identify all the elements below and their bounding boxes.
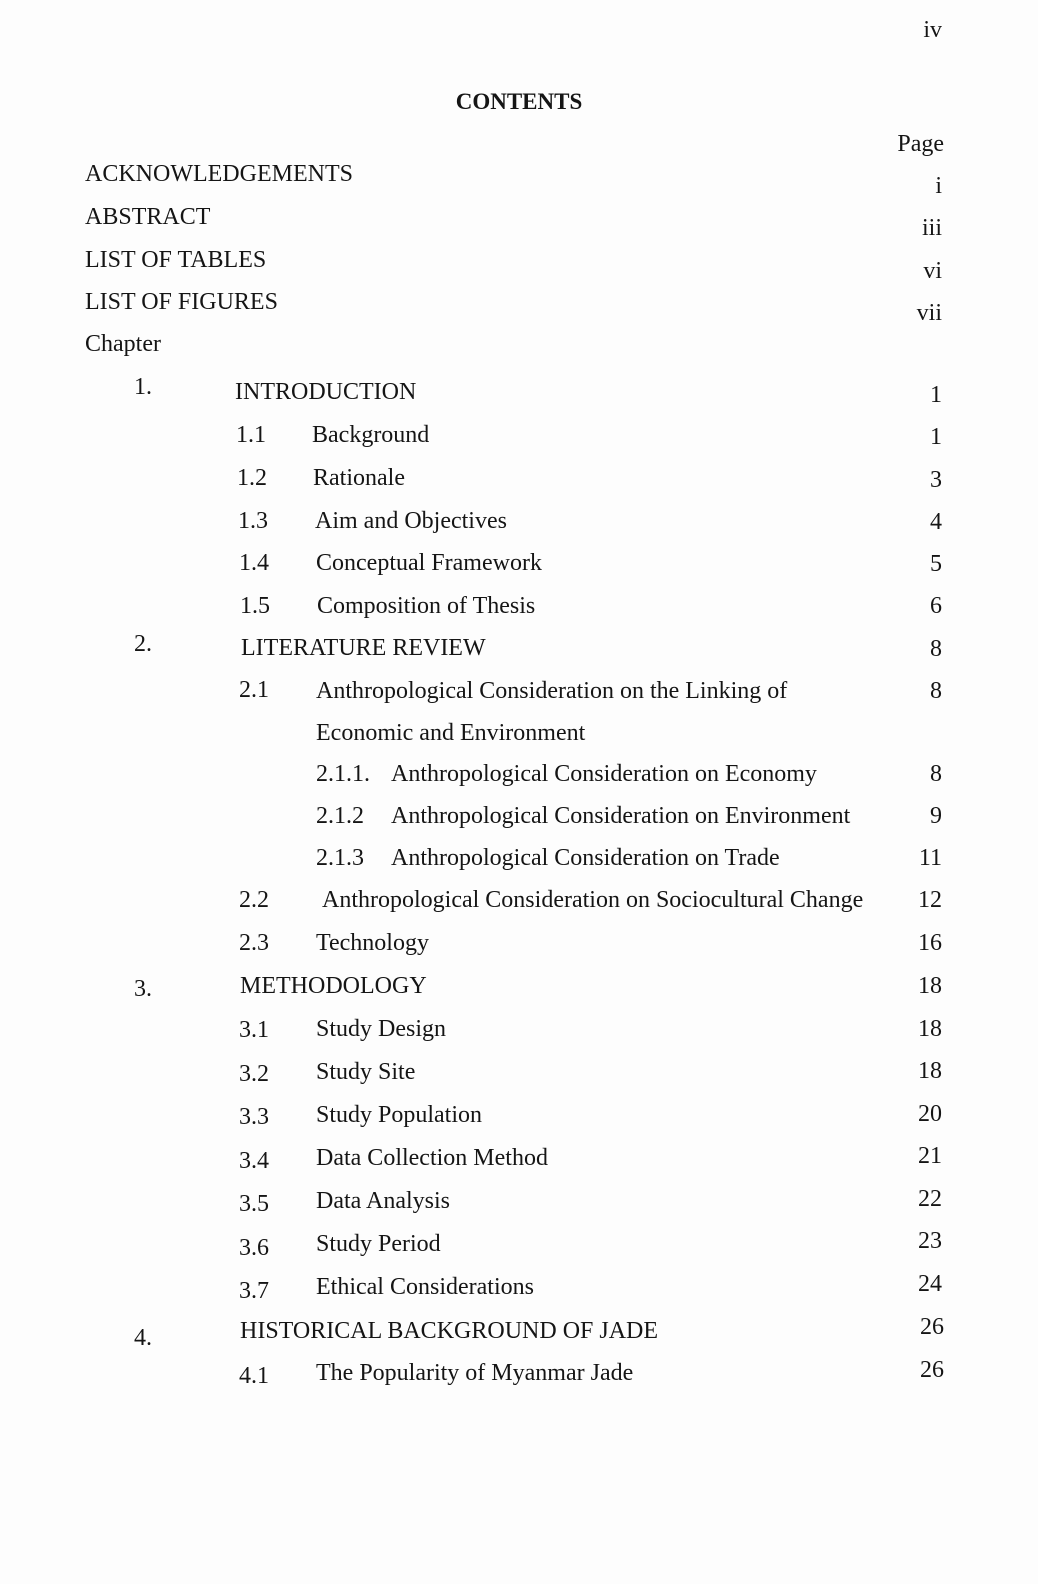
section-title: Anthropological Consideration on the Linking of <box>316 678 788 704</box>
chapter-number: 1. <box>134 374 152 400</box>
toc-entry-label: ABSTRACT <box>85 204 211 230</box>
page-title: CONTENTS <box>455 89 583 114</box>
section-number: 3.7 <box>239 1278 269 1304</box>
section-title: Data Analysis <box>316 1188 450 1214</box>
section-page: 26 <box>920 1357 944 1383</box>
section-number: 1.3 <box>238 508 268 534</box>
subsection-title: Anthropological Consideration on Trade <box>391 845 780 871</box>
subsection-page: 11 <box>918 845 942 871</box>
section-title: Study Period <box>316 1231 441 1257</box>
toc-entry-page: vi <box>923 258 942 284</box>
subsection-title: Anthropological Consideration on Environment <box>391 803 851 829</box>
section-number: 4.1 <box>239 1363 269 1389</box>
section-title: Aim and Objectives <box>315 508 507 534</box>
section-page: 1 <box>930 424 942 450</box>
section-page: 23 <box>918 1228 942 1254</box>
section-page: 18 <box>918 1016 942 1042</box>
section-title-continued: Economic and Environment <box>316 720 586 746</box>
section-page: 24 <box>918 1271 942 1297</box>
chapter-title: HISTORICAL BACKGROUND OF JADE <box>240 1318 659 1344</box>
page-number: iv <box>923 17 942 43</box>
section-number: 2.1 <box>239 677 269 703</box>
toc-entry-label: ACKNOWLEDGEMENTS <box>85 161 353 187</box>
section-title: Study Population <box>316 1102 483 1128</box>
chapter-page: 8 <box>930 636 942 662</box>
section-number: 3.1 <box>239 1017 269 1043</box>
section-title: Data Collection Method <box>316 1145 548 1171</box>
section-page: 5 <box>930 551 942 577</box>
toc-entry-label: LIST OF TABLES <box>85 247 267 273</box>
section-title: The Popularity of Myanmar Jade <box>316 1360 634 1386</box>
section-number: 2.2 <box>239 887 269 913</box>
section-number: 1.2 <box>237 465 267 491</box>
chapter-number: 3. <box>134 976 152 1002</box>
section-number: 2.3 <box>239 930 269 956</box>
section-title: Study Site <box>316 1059 416 1085</box>
toc-entry-page: iii <box>921 215 942 241</box>
section-page: 4 <box>930 509 942 535</box>
chapter-page: 26 <box>920 1314 944 1340</box>
chapter-title: INTRODUCTION <box>235 379 417 405</box>
chapter-page: 18 <box>918 973 942 999</box>
section-title: Ethical Considerations <box>316 1274 534 1300</box>
section-number: 3.6 <box>239 1235 269 1261</box>
section-page: 20 <box>918 1101 942 1127</box>
section-page: 3 <box>930 467 942 493</box>
subsection-number: 2.1.3 <box>316 845 364 871</box>
subsection-title: Anthropological Consideration on Economy <box>391 761 817 787</box>
section-number: 3.2 <box>239 1061 269 1087</box>
section-title: Conceptual Framework <box>316 550 542 576</box>
section-page: 22 <box>918 1186 942 1212</box>
subsection-page: 9 <box>930 803 942 829</box>
chapter-number: 2. <box>134 631 152 657</box>
section-number: 3.3 <box>239 1104 269 1130</box>
page-column-heading: Page <box>897 131 944 157</box>
chapter-page: 1 <box>930 382 942 408</box>
section-title: Technology <box>316 930 429 956</box>
chapter-title: LITERATURE REVIEW <box>241 635 486 661</box>
section-title: Study Design <box>316 1016 447 1042</box>
section-number: 1.4 <box>239 550 269 576</box>
chapter-heading: Chapter <box>85 331 161 357</box>
section-page: 12 <box>918 887 942 913</box>
section-page: 21 <box>918 1143 942 1169</box>
section-title: Rationale <box>313 465 405 491</box>
chapter-number: 4. <box>134 1325 152 1351</box>
section-page: 18 <box>918 1058 942 1084</box>
section-number: 3.5 <box>239 1191 269 1217</box>
section-number: 3.4 <box>239 1148 269 1174</box>
subsection-number: 2.1.1. <box>316 761 370 787</box>
section-page: 8 <box>930 678 942 704</box>
toc-entry-page: i <box>935 173 942 199</box>
toc-entry-page: vii <box>916 300 942 326</box>
section-title: Composition of Thesis <box>317 593 536 619</box>
chapter-title: METHODOLOGY <box>240 973 427 999</box>
section-title: Background <box>312 422 430 448</box>
subsection-page: 8 <box>930 761 942 787</box>
subsection-number: 2.1.2 <box>316 803 364 829</box>
section-page: 16 <box>918 930 942 956</box>
toc-entry-label: LIST OF FIGURES <box>85 289 278 315</box>
section-page: 6 <box>930 593 942 619</box>
section-number: 1.5 <box>240 593 270 619</box>
section-number: 1.1 <box>236 422 266 448</box>
section-title: Anthropological Consideration on Sociocultural Change <box>322 887 864 913</box>
